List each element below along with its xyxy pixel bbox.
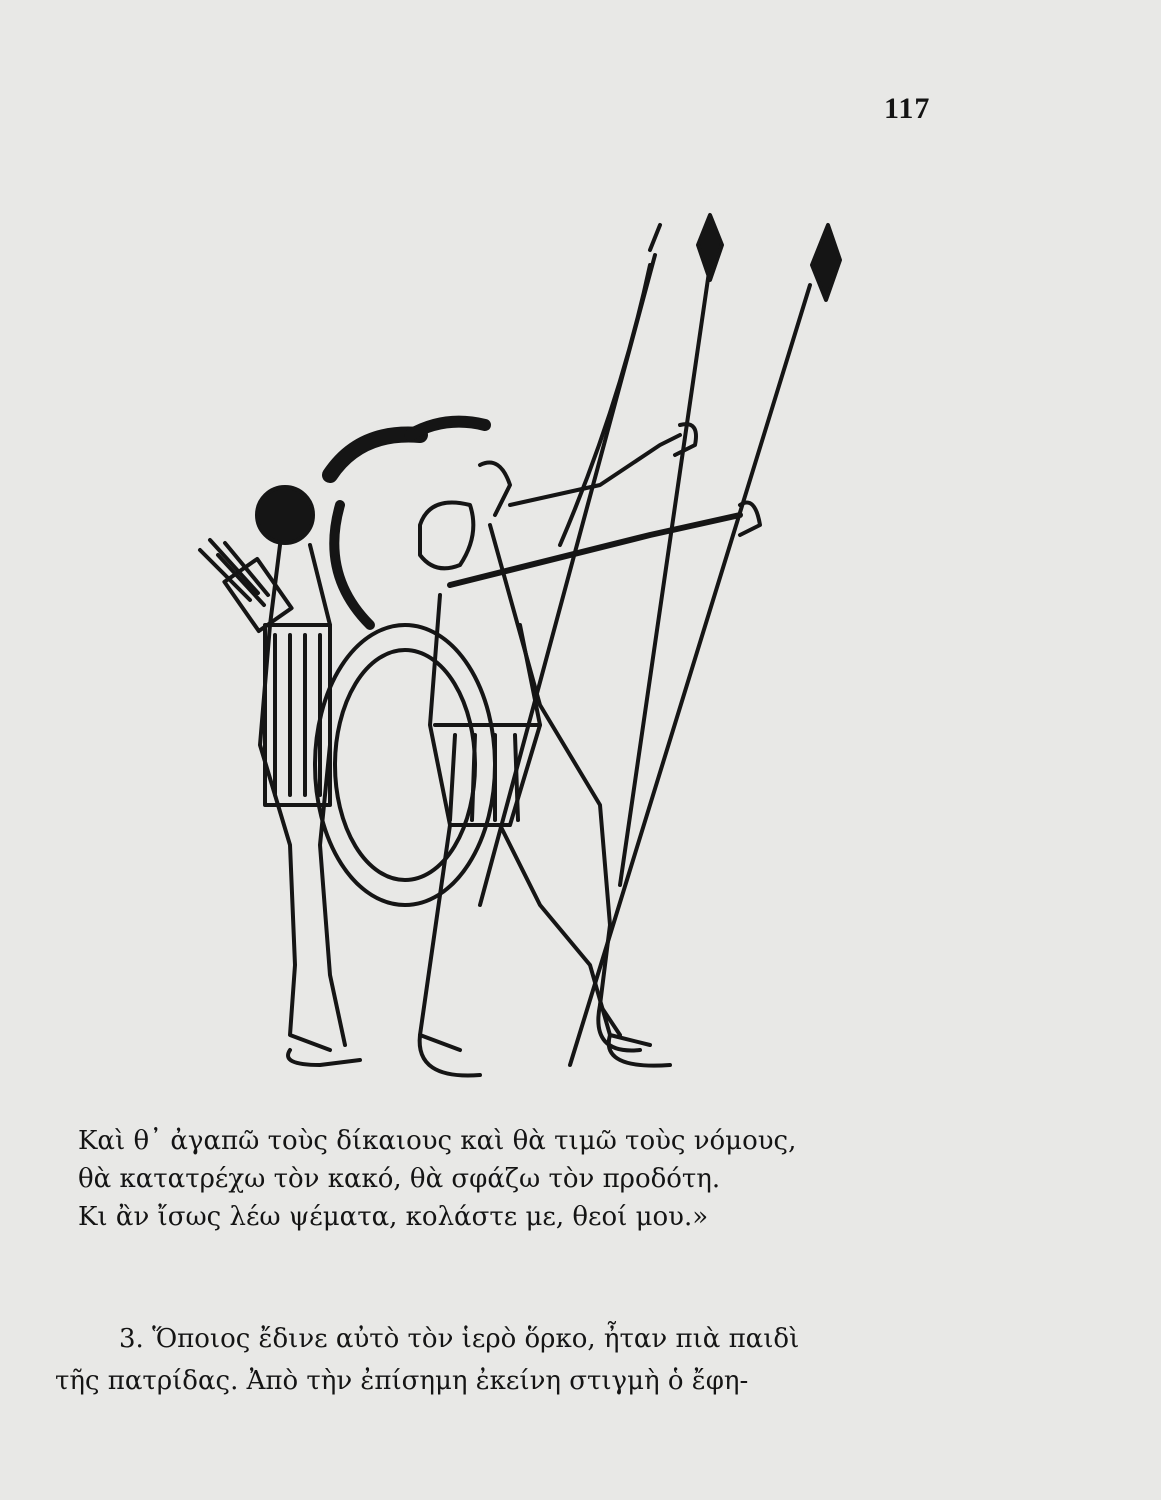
spear-middle: [620, 265, 710, 885]
archer-figure: [257, 487, 360, 1065]
helmet-crest-2: [410, 422, 485, 435]
body-paragraph: [55, 1318, 1005, 1402]
shield: [315, 625, 495, 905]
helmet-crest-1: [330, 435, 420, 476]
middle-warrior: [480, 424, 696, 1050]
bow: [560, 265, 650, 545]
poem-stanza: [78, 1122, 1018, 1236]
poem-line: θὰ κατατρέχω τὸν κακό, θὰ σφάζω τὸν προδότη.: [78, 1164, 721, 1194]
poem-line: Καὶ θ᾿ ἀγαπῶ τοὺς δίκαιους καὶ θὰ τιμῶ τοὺς νόμους,: [78, 1126, 797, 1156]
paragraph-line: τῆς πατρίδας. Ἀπὸ τὴν ἐπίσημη ἐκείνη στιγμὴ ὁ ἔφη-: [55, 1366, 749, 1396]
warriors-illustration: [180, 205, 870, 1095]
paragraph-line: 3. Ὅποιος ἔδινε αὐτὸ τὸν ἱερὸ ὅρκο, ἦταν πιὰ παιδὶ: [119, 1324, 800, 1354]
spear-tip-right: [812, 225, 840, 300]
spear-tip-middle: [698, 215, 722, 280]
poem-line: Κι ἂν ἴσως λέω ψέματα, κολάστε με, θεοί μου.»: [78, 1202, 709, 1232]
page-number: 117: [884, 92, 931, 125]
